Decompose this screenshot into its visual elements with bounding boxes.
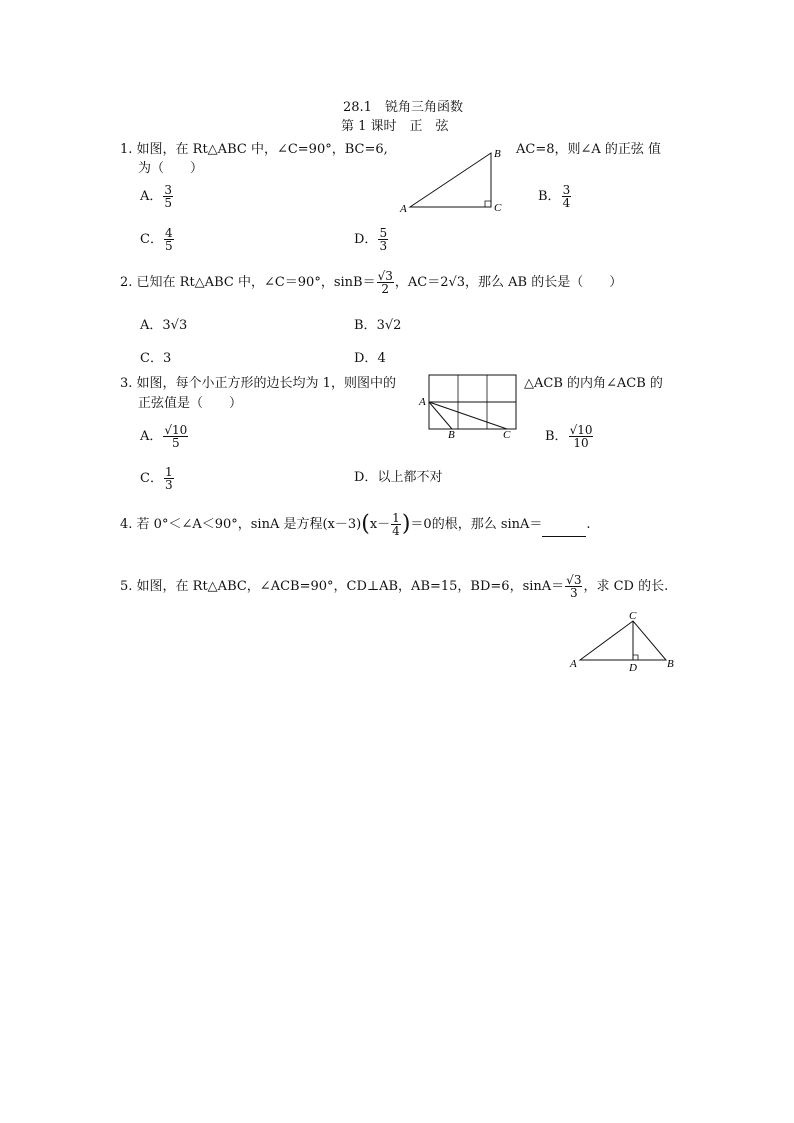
q4-eq-left: (x－3) bbox=[322, 517, 362, 532]
q5-stem-post: ，求 CD 的长. bbox=[583, 579, 669, 594]
q2-radical: √3 bbox=[448, 275, 466, 290]
q1-stem-part1: 1. 如图，在 Rt△ABC 中，∠C=90°，BC=6, bbox=[120, 142, 388, 157]
q2-option-d bbox=[354, 351, 386, 367]
q3-stem-part3: 正弦值是（ ） bbox=[138, 396, 243, 411]
q1-stem-part2: AC=8，则∠A 的正弦 值 bbox=[516, 142, 662, 157]
q1-option-c-label: C． bbox=[140, 232, 163, 247]
q4-answer-blank[interactable] bbox=[542, 524, 586, 537]
q4-stem: 4. 若 0°＜∠A＜90°，sinA 是方程(x－3)(x－ $\frac{1}{4}$ )＝0的根，那么 sinA＝ . bbox=[120, 511, 591, 538]
q2-stem-mid: ，AC＝2 bbox=[394, 275, 449, 290]
q3-figure-label-b: B bbox=[448, 429, 455, 441]
q3-option-c bbox=[140, 466, 175, 491]
q1-option-b-num: 3 bbox=[562, 183, 571, 197]
q2-option-a-value: 3√3 bbox=[162, 318, 188, 333]
q5-figure-label-a: A bbox=[570, 658, 577, 670]
q3-figure-label-c: C bbox=[503, 429, 511, 441]
q3-option-b-den: 10 bbox=[573, 436, 589, 450]
q2-option-c bbox=[140, 351, 171, 367]
q3-option-a-num: √10 bbox=[164, 423, 188, 437]
q5-frac-den: 3 bbox=[569, 586, 578, 600]
q3-figure-label-a: A bbox=[419, 396, 426, 408]
q2-stem-post: ，那么 AB 的长是（ ） bbox=[465, 275, 623, 290]
q5-frac-num: √3 bbox=[566, 573, 582, 587]
q2-option-b bbox=[354, 318, 401, 334]
q1-option-a-den: 5 bbox=[164, 196, 173, 210]
q2-option-d-value: 4 bbox=[377, 351, 386, 366]
q5-stem-pre: 5. 如图，在 Rt△ABC，∠ACB=90°，CD⊥AB，AB=15，BD=6，sinA＝ bbox=[120, 579, 565, 594]
q2-option-a-label: A． bbox=[140, 318, 163, 333]
q1-option-c bbox=[140, 227, 175, 252]
q2-option-c-value: 3 bbox=[162, 351, 172, 366]
q2-frac-den: 2 bbox=[381, 282, 390, 296]
q1-option-a-label: A． bbox=[140, 189, 163, 204]
q1-option-a-num: 3 bbox=[164, 183, 173, 197]
q1-option-b-den: 4 bbox=[562, 196, 571, 210]
q5-triangle-figure bbox=[570, 610, 680, 675]
q2-option-a bbox=[140, 318, 187, 334]
q1-option-d-den: 3 bbox=[379, 239, 388, 253]
q2-frac-num: √3 bbox=[377, 269, 393, 283]
q3-option-a-den: 5 bbox=[172, 436, 180, 450]
q3-option-d-value: 以上都不对 bbox=[377, 470, 443, 485]
q4-stem-pre: 4. 若 0°＜∠A＜90°，sinA 是方程 bbox=[120, 517, 323, 532]
q1-figure-label-b: B bbox=[494, 148, 501, 160]
q1-option-a bbox=[140, 184, 174, 209]
q3-option-d bbox=[354, 470, 442, 486]
lesson-subtitle: 第 1 课时 正 弦 bbox=[341, 119, 449, 134]
q1-option-b bbox=[538, 184, 572, 209]
q5-stem bbox=[120, 574, 668, 599]
q1-figure-label-a: A bbox=[400, 203, 407, 215]
q3-option-b-num: √10 bbox=[569, 423, 593, 437]
q3-option-b-label: B． bbox=[545, 429, 568, 444]
q4-eq-right: ＝0 bbox=[410, 517, 432, 532]
q1-option-d-label: D． bbox=[354, 232, 378, 247]
q4-eq-inner: x－ bbox=[369, 517, 391, 532]
q4-stem-end: . bbox=[586, 517, 591, 532]
q4-eq-frac-den: 4 bbox=[392, 524, 400, 538]
q3-option-d-label: D． bbox=[354, 470, 378, 485]
q3-option-b bbox=[545, 424, 594, 449]
q3-option-c-num: 1 bbox=[164, 465, 173, 479]
q3-option-c-den: 3 bbox=[164, 478, 173, 492]
q1-triangle-figure bbox=[400, 145, 510, 215]
q3-grid-figure bbox=[417, 372, 517, 444]
q2-option-c-label: C． bbox=[140, 351, 163, 366]
q4-eq-frac-num: 1 bbox=[392, 511, 400, 525]
q1-option-b-label: B． bbox=[538, 189, 561, 204]
q4-stem-post: 的根，那么 sinA＝ bbox=[431, 517, 543, 532]
q3-option-c-label: C． bbox=[140, 471, 163, 486]
q1-stem-part3: 为（ ） bbox=[138, 161, 204, 176]
q1-figure-label-c: C bbox=[494, 202, 502, 214]
q3-option-a-label: A． bbox=[140, 429, 163, 444]
q1-option-d bbox=[354, 227, 389, 252]
q5-figure-label-b: B bbox=[667, 658, 674, 670]
q3-stem-part2: △ACB 的内角∠ACB 的 bbox=[524, 376, 663, 391]
q1-option-c-den: 5 bbox=[164, 239, 173, 253]
q2-option-b-value: 3√2 bbox=[376, 318, 402, 333]
page-title: 28.1 锐角三角函数 bbox=[343, 100, 463, 115]
q2-stem-pre: 2. 已知在 Rt△ABC 中，∠C＝90°，sinB＝ bbox=[120, 275, 376, 290]
q5-figure-label-d: D bbox=[629, 662, 637, 674]
q1-option-c-num: 4 bbox=[164, 226, 173, 240]
q2-option-d-label: D． bbox=[354, 351, 378, 366]
q5-figure-label-c: C bbox=[629, 610, 637, 622]
q3-option-a bbox=[140, 424, 189, 449]
q1-option-d-num: 5 bbox=[379, 226, 388, 240]
q2-stem bbox=[120, 270, 622, 295]
q3-stem-part1: 3. 如图，每个小正方形的边长均为 1，则图中的 bbox=[120, 376, 396, 391]
q2-option-b-label: B． bbox=[354, 318, 377, 333]
